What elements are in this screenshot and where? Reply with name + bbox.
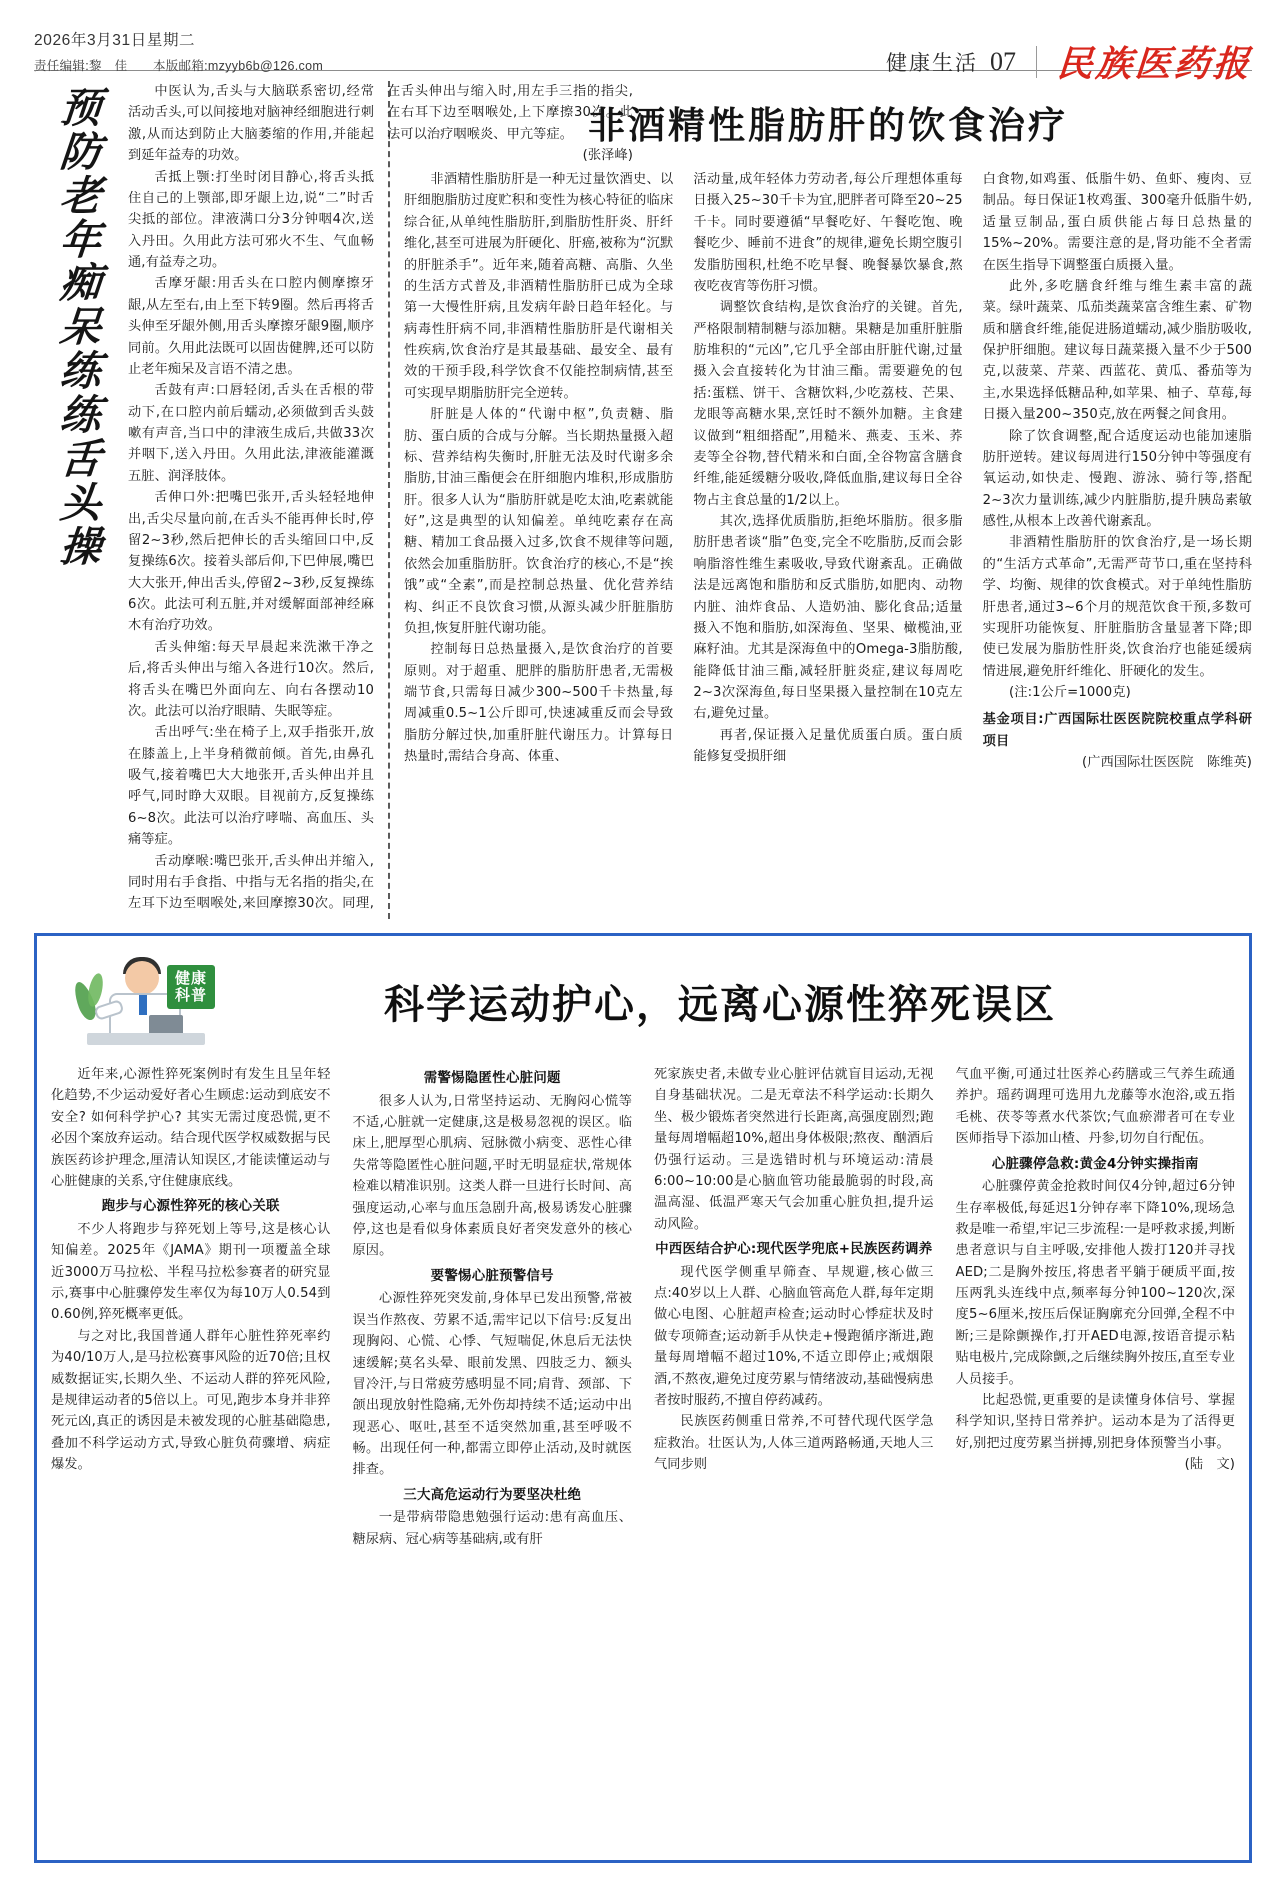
paragraph: 肝脏是人体的“代谢中枢”,负责糖、脂肪、蛋白质的合成与分解。当长期热量摄入超标、营养结构失衡时,肝脏无法及时代谢多余脂肪,甘油三酯便会在肝细胞内堆积,形成脂肪肝。很多人认为“脂肪肝就是吃太油,吃素就能好”,这是典型的认知偏差。单纯吃素存在高糖、精加工食品摄入过多,饮食不规律等问题,依然会加重脂肪肝。饮食治疗的核心,不是“挨饿”或“全素”,而是控制总热量、优化营养结构、纠正不良饮食习惯,从源头减少肝脏脂肪负担,恢复肝脏代谢功能。 — [404, 407, 674, 636]
paragraph: 舌鼓有声:口唇轻闭,舌头在舌根的带动下,在口腔内前后蠕动,必须做到舌头鼓嗽有声音,当口中的津液生成后,共做33次并咽下,送入丹田。久用此法,津液能灌溉五脏、润泽肢体。 — [128, 383, 374, 484]
top-zone — [34, 81, 1252, 919]
vtitle-char: 老 — [57, 171, 103, 220]
subheading: 要警惕心脏预警信号 — [430, 1268, 554, 1284]
article3-column-1 — [51, 1064, 331, 1834]
paragraph: 再者,保证摄入足量优质蛋白质。蛋白质能修复受损肝细 — [693, 727, 963, 765]
article-exercise-heart-box — [34, 933, 1252, 1863]
responsible-editor: 责任编辑:黎 佳 — [34, 59, 128, 74]
paragraph: 中医认为,舌头与大脑联系密切,经常活动舌头,可以间接地对脑神经细胞进行刺激,从而达到防止大脑萎缩的作用,并能起到延年益寿的功效。 — [128, 84, 374, 164]
vtitle-char: 操 — [57, 522, 103, 571]
subheading: 心脏骤停急救:黄金4分钟实操指南 — [991, 1156, 1199, 1172]
paragraph: 舌出呼气:坐在椅子上,双手指张开,放在膝盖上,上半身稍微前倾。首先,由鼻孔吸气,接着嘴巴大大地张开,舌头伸出并且呼气,同时睁大双眼。目视前方,反复操练6~8次。此法可以治疗哮喘、高血压、头痛等症。 — [128, 725, 374, 848]
subheading: 三大高危运动行为要坚决杜绝 — [403, 1487, 582, 1503]
badge-line-2: 科普 — [174, 985, 207, 1004]
paragraph: 死家族史者,未做专业心脏评估就盲目运动,无视自身基础状况。二是无章法不科学运动:长期久坐、极少锻炼者突然进行长距离,高强度剧烈;跑量每周增幅超10%,超出身体极限;熬夜、酗酒后仍强行运动。三是选错时机与环境运动:清晨6:00~10:00是心脑血管功能最脆弱的时段,高温高湿、低温严寒天气会加重心脏负担,提升运动风险。 — [654, 1067, 934, 1232]
paragraph: 不少人将跑步与猝死划上等号,这是核心认知偏差。2025年《JAMA》期刊一项覆盖全球近3000万马拉松、半程马拉松参赛者的研究显示,赛事中心脏骤停发生率仅为每10万人0.54到0.60例,猝死概率更低。 — [51, 1221, 331, 1323]
laptop-icon — [149, 1015, 183, 1035]
vtitle-char: 年 — [57, 215, 103, 264]
article1-vertical-title — [34, 81, 126, 919]
paragraph: 比起恐慌,更重要的是读懂身体信号、掌握科学知识,坚持日常养护。运动本是为了活得更好,别把过度劳累当拼搏,别把身体预警当小事。 — [955, 1392, 1235, 1451]
desk-shape — [87, 1033, 205, 1045]
paragraph: 舌抵上颚:打坐时闭目静心,将舌头抵住自己的上颚部,即牙龈上边,说“二”时舌尖抵的部位。津液满口分3分钟咽4次,送入丹田。久用此方法可邪火不生、气血畅通,有益寿之功。 — [128, 169, 374, 270]
doctor-head — [125, 961, 159, 995]
paragraph: 心源性猝死突发前,身体早已发出预警,常被误当作熬夜、劳累不适,需牢记以下信号:反复出现胸闷、心慌、心悸、气短喘促,休息后无法快速缓解;莫名头晕、眼前发黑、四肢乏力、额头冒冷汗,与日常疲劳感明显不同;肩背、颈部、下颌出现放射性隐痛,无外伤却持续不适;运动中出现恶心、呕吐,甚至不适突然加重,甚至呼吸不畅。出现任何一种,都需立即停止活动,及时就医排查。 — [352, 1291, 632, 1478]
paragraph: 近年来,心源性猝死案例时有发生且呈年轻化趋势,不少运动爱好者心生顾虑:运动到底安不安全? 如何科学护心? 其实无需过度恐慌,更不必因个案放弃运动。结合现代医学权威数据与民族医药诊护理念,厘清认知误区,才能读懂运动与心脏健康的关系,守住健康底线。 — [51, 1067, 331, 1189]
paragraph: 舌伸口外:把嘴巴张开,舌头轻轻地伸出,舌尖尽量向前,在舌头不能再伸长时,停留2~3秒,然后把伸长的舌头缩回口中,反复操练6次。接着头部后仰,下巴伸展,嘴巴大大张开,伸出舌头,停留2~3秒,反复操练6次。此法可利五脏,并对缓解面部神经麻木有治疗功效。 — [128, 490, 374, 634]
section-title: 健康生活 — [885, 51, 978, 75]
paragraph: 调整饮食结构,是饮食治疗的关键。首先,严格限制精制糖与添加糖。果糖是加重肝脏脂肪堆积的“元凶”,它几乎全部由肝脏代谢,过量摄入会直接转化为甘油三酯。需要避免的包括:蛋糕、饼干、含糖饮料,少吃荔枝、芒果、龙眼等高糖水果,烹饪时不额外加糖。主食建议做到“粗细搭配”,用糙米、燕麦、玉米、荞麦等全谷物,替代精米和白面,全谷物富含膳食纤维,能延缓糖分吸收,降低血脂,建议每日全谷物占主食总量的1/2以上。 — [693, 300, 963, 508]
subheading: 中西医结合护心:现代医学兜底+民族医药调养 — [655, 1242, 933, 1257]
masthead-divider — [1036, 46, 1037, 78]
subheading: 需警惕隐匿性心脏问题 — [423, 1071, 561, 1086]
article3-column-3 — [654, 1064, 934, 1834]
unit-note: (注:1公斤=1000克) — [1009, 685, 1131, 700]
subheading: 跑步与心源性猝死的核心关联 — [101, 1199, 280, 1215]
article3-header — [51, 948, 1235, 1054]
paragraph: 舌头伸缩:每天早晨起来洗漱干净之后,将舌头伸出与缩入各进行10次。然后,将舌头在嘴巴外面向左、向右各摆动10次。此法可以治疗眼睛、失眠等症。 — [128, 639, 374, 719]
article2-signature: (广西国际壮医医院 陈维英) — [1082, 755, 1252, 771]
vtitle-char: 预 — [57, 84, 103, 132]
vtitle-char: 练 — [57, 391, 103, 440]
paragraph: 非酒精性脂肪肝的饮食治疗,是一场长期的“生活方式革命”,无需严苛节口,重在坚持科学、均衡、规律的饮食模式。对于单纯性脂肪肝患者,通过3~6个月的规范饮食干预,多数可实现肝功能恢复、肝脏脂肪含量显著下降;即使已发展为脂肪性肝炎,饮食治疗也能延缓病情进展,避免肝纤维化、肝硬化的发生。 — [982, 535, 1252, 679]
publication-date: 2026年3月31日星期二 — [34, 32, 196, 49]
masthead-left — [34, 30, 323, 76]
article3-column-2 — [353, 1064, 633, 1834]
paragraph: 一是带病带隐患勉强行运动:患有高血压、糖尿病、冠心病等基础病,或有肝 — [352, 1510, 632, 1547]
paragraph: 其次,选择优质脂肪,拒绝坏脂肪。很多脂肪肝患者谈“脂”色变,完全不吃脂肪,反而会影响脂溶性维生素吸收,导致代谢紊乱。正确做法是远离饱和脂肪和反式脂肪,如肥肉、动物内脏、油炸食品、人造奶油、膨化食品;适量摄入不饱和脂肪,如深海鱼、坚果、橄榄油,亚麻籽油。尤其是深海鱼中的Omega-3脂肪酸,能降低甘油三酯,减轻肝脏炎症,建议每周吃2~3次深海鱼,每日坚果摄入量控制在10克左右,避免过量。 — [693, 514, 963, 722]
paper-logo: 民族医药报 — [1055, 43, 1254, 85]
vtitle-char: 舌 — [57, 434, 103, 483]
paragraph: 气血平衡,可通过壮医养心药膳或三气养生疏通养护。瑶药调理可选用九龙藤等水泡浴,或五指毛桃、茯苓等煮水代茶饮;气血瘀滞者可在专业医师指导下添加山楂、丹参,切勿自行配伍。 — [955, 1067, 1235, 1147]
article1-signature: (张泽峰) — [582, 148, 633, 164]
doctor-tie — [139, 995, 147, 1015]
article2-title: 非酒精性脂肪肝的饮食治疗 — [588, 103, 1068, 147]
paragraph: 白食物,如鸡蛋、低脂牛奶、鱼虾、瘦肉、豆制品。每日保证1枚鸡蛋、300毫升低脂牛奶,适量豆制品,蛋白质供能占每日总热量的15%~20%。需要注意的是,肾功能不全者需在医生指导下调整蛋白质摄入量。 — [982, 172, 1252, 273]
badge-line-1: 健康 — [174, 969, 207, 987]
article3-signature: (陆 文) — [1184, 1457, 1235, 1473]
paragraph: 民族医药侧重日常养,不可替代现代医学急症救治。壮医认为,人体三道两路畅通,天地人三气同步则 — [654, 1414, 934, 1473]
page-number: 07 — [989, 46, 1016, 76]
paragraph: 舌动摩喉:嘴巴张开,舌头伸出并缩入,同时用右手食指、中指与无名指的指尖,在左耳下边至咽喉处,来回摩擦30次。同理,在舌头伸出与缩入时,用左手三指的指尖,在右耳下边至咽喉处,上下摩擦30次。此法可以治疗咽喉炎、甲亢等症。 — [128, 84, 633, 912]
masthead — [0, 0, 1280, 85]
paragraph: 很多人认为,日常坚持运动、无胸闷心慌等不适,心脏就一定健康,这是极易忽视的误区。临床上,肥厚型心肌病、冠脉微小病变、恶性心律失常等隐匿性心脏问题,平时无明显症状,常规体检难以精准识别。这类人群一旦进行长时间、高强度运动,心率与血压急剧升高,极易诱发心脏骤停,这也是看似身体素质良好者突发意外的核心原因。 — [352, 1093, 632, 1259]
column-separator-dashed — [388, 81, 390, 919]
paragraph: 现代医学侧重早筛查、早规避,核心做三点:40岁以上人群、心脑血管高危人群,每年定期做心电图、心脏超声检查;运动时心悸症状及时做专项筛查;运动新手从快走+慢跑循序渐进,跑量每周增幅不超过10%,不适立即停止;戒烟限酒,不熬夜,避免过度劳累与情绪波动,基础慢病患者按时服药,不擅自停药减药。 — [654, 1264, 934, 1408]
paragraph: 舌摩牙龈:用舌头在口腔内侧摩擦牙龈,从左至右,由上至下转9圈。然后再将舌头伸至牙龈外侧,用舌头摩擦牙龈9圈,顺序同前。久用此法既可以固齿健脾,还可以防止老年痴呆及言语不清之患。 — [128, 276, 374, 377]
paragraph: 非酒精性脂肪肝是一种无过量饮酒史、以肝细胞脂肪过度贮积和变性为核心特征的临床综合征,从单纯性脂肪肝,到脂肪性肝炎、肝纤维化,甚至可进展为肝硬化、肝癌,被称为“沉默的肝脏杀手”。近年来,随着高糖、高脂、久坐的生活方式普及,非酒精性脂肪肝已成为全球第一大慢性肝病,且发病年龄日趋年轻化。与病毒性肝病不同,非酒精性脂肪肝是代谢相关性疾病,饮食治疗是其最基础、最安全、最有效的干预手段,科学饮食不仅能控制病情,甚至可实现早期脂肪肝完全逆转。 — [404, 172, 674, 401]
article2-column-1 — [404, 169, 673, 919]
masthead-right — [886, 36, 1252, 87]
article3-title: 科学运动护心，远离心源性猝死误区 — [384, 980, 1056, 1028]
paragraph: 除了饮食调整,配合适度运动也能加速脂肪肝逆转。建议每周进行150分钟中等强度有氧运动,如快走、慢跑、游泳、骑行等,搭配2~3次力量训练,减少内脏脂肪,提升胰岛素敏感性,从根本上改善代谢紊乱。 — [982, 428, 1252, 529]
fund-project-note: 基金项目:广西国际壮医医院院校重点学科研项目 — [982, 712, 1252, 749]
health-science-badge — [167, 965, 215, 1009]
leaf-icon — [86, 972, 106, 1008]
article2-column-3 — [983, 169, 1252, 919]
paragraph: 与之对比,我国普通人群年心脏性猝死率约为40/10万人,是马拉松赛事风险的近70倍;且权威数据证实,长期久坐、不运动人群的猝死风险,是规律运动者的5倍以上。可见,跑步本身并非猝死元凶,真正的诱因是未被发现的心脏基础隐患,叠加不科学运动方式,导致心脏负荷骤增、病症爆发。 — [51, 1328, 331, 1473]
vtitle-char: 痴 — [57, 259, 103, 308]
vtitle-char: 练 — [57, 347, 103, 396]
masthead-editor-line — [34, 57, 323, 75]
vtitle-char: 头 — [57, 478, 103, 527]
article2-columns — [404, 169, 1252, 919]
article-fatty-liver-diet — [404, 81, 1252, 919]
section-mailbox: 本版邮箱:mzyyb6b@126.com — [152, 59, 324, 74]
doctor-illustration — [71, 951, 221, 1051]
article3-column-4 — [956, 1064, 1236, 1834]
vtitle-char: 呆 — [57, 303, 103, 352]
paragraph: 控制每日总热量摄入,是饮食治疗的首要原则。对于超重、肥胖的脂肪肝患者,无需极端节食,只需每日减少300~500千卡热量,每周减重0.5~1公斤即可,快速减重反而会导致脂肪分解过快,加重肝脏代谢压力。计算每日热量时,需结合身高、体重、 — [404, 642, 674, 765]
paragraph: 此外,多吃膳食纤维与维生素丰富的蔬菜。绿叶蔬菜、瓜茄类蔬菜富含维生素、矿物质和膳食纤维,能促进肠道蠕动,减少脂肪吸收,保护肝细胞。建议每日蔬菜摄入量不少于500克,以菠菜、芹菜、西蓝花、黄瓜、番茄等为主,水果选择低糖品种,如苹果、柚子、草莓,每日摄入量200~350克,放在两餐之间食用。 — [982, 278, 1252, 423]
paragraph: 活动量,成年轻体力劳动者,每公斤理想体重每日摄入25~30千卡为宜,肥胖者可降至20~25千卡。同时要遵循“早餐吃好、午餐吃饱、晚餐吃少、睡前不进食”的规律,避免长期空腹引发脂肪囤积,杜绝不吃早餐、晚餐暴饮暴食,熬夜吃夜宵等伤肝习惯。 — [693, 172, 963, 294]
vtitle-char: 防 — [57, 127, 103, 176]
article2-column-2 — [693, 169, 962, 919]
paragraph: 心脏骤停黄金抢救时间仅4分钟,超过6分钟生存率极低,每延迟1分钟存率下降10%,现场急救是唯一希望,牢记三步流程:一是呼救求援,判断患者意识与自主呼吸,安排他人拨打120并寻找AED;二是胸外按压,将患者平躺于硬质平面,按压两乳头连线中点,频率每分钟100~120次,深度5~6厘米,按压后保证胸廓充分回弹,全程不中断;三是除颤操作,打开AED电源,按语音提示粘贴电极片,完成除颤,之后继续胸外按压,直至专业人员接手。 — [955, 1179, 1235, 1387]
article3-columns — [51, 1064, 1235, 1834]
